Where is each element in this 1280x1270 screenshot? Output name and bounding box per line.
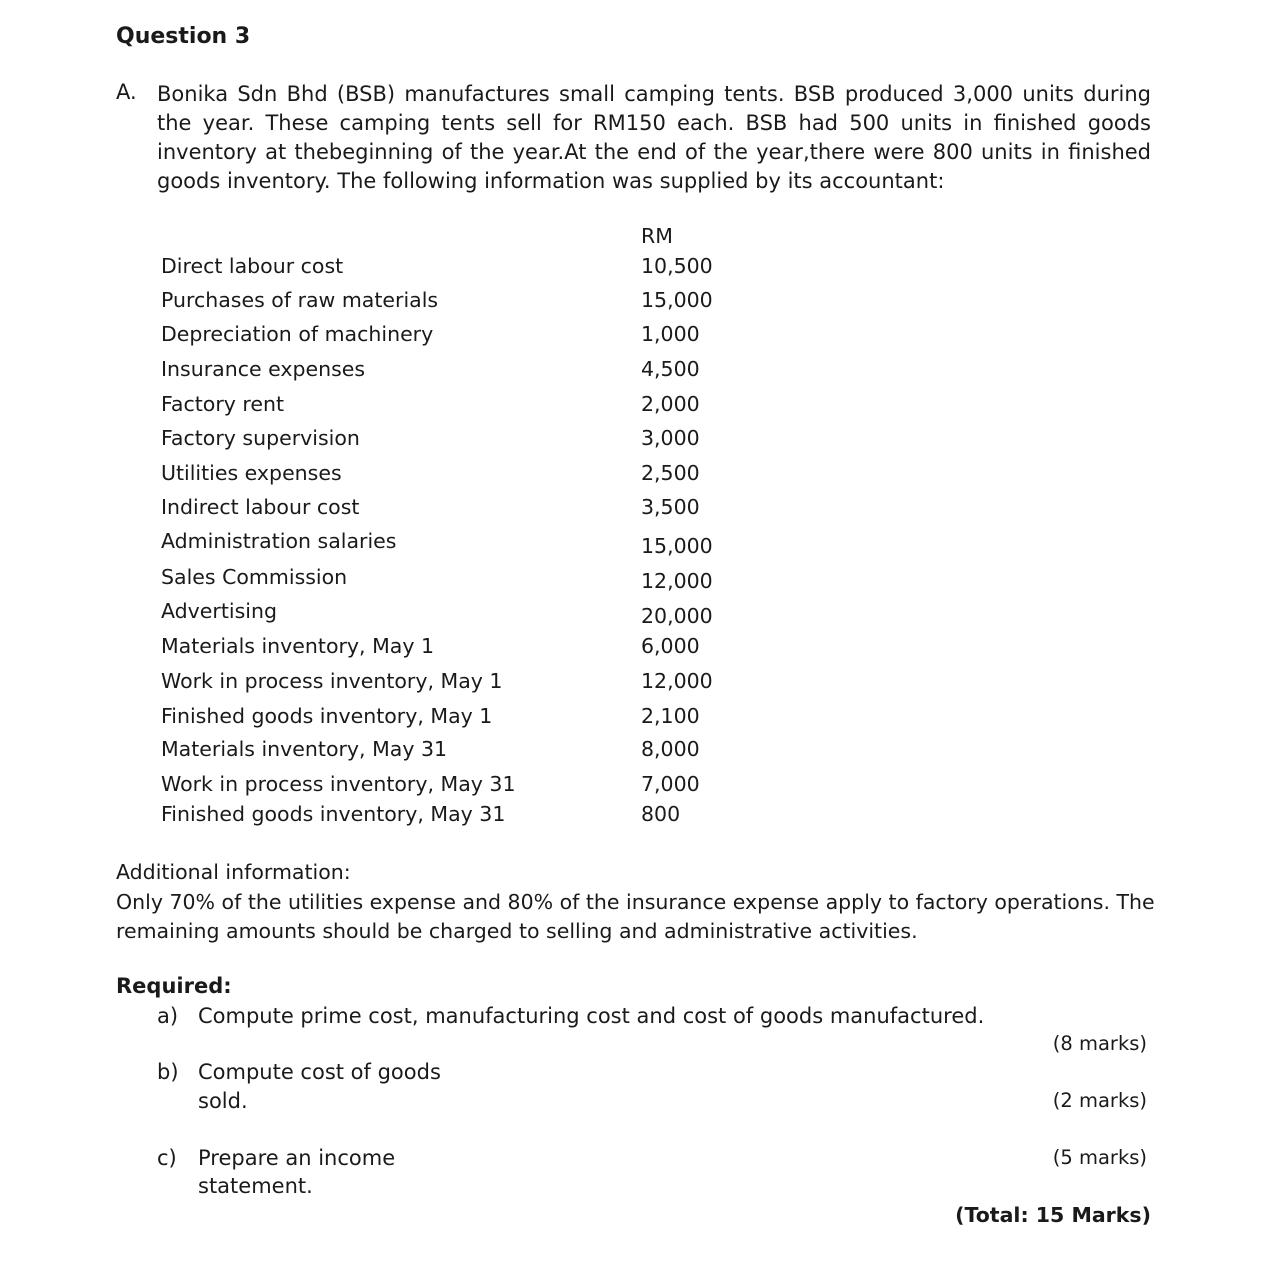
cost-row-value: 12,000: [641, 569, 713, 593]
cost-row-value: 7,000: [641, 772, 700, 796]
currency-header: RM: [641, 224, 673, 248]
cost-row-value: 20,000: [641, 604, 713, 628]
cost-row-value: 15,000: [641, 534, 713, 558]
cost-row-label: Direct labour cost: [161, 254, 344, 278]
cost-row-value: 2,100: [641, 704, 700, 728]
question-intro: [157, 80, 1151, 196]
cost-row-value: 800: [641, 802, 681, 826]
intro-text: Bonika Sdn Bhd (BSB) manufactures small camping tents. BSB produced 3,000 units during the year. These camping tents sell for RM150 each. BSB had 500 units in finished goods inventory at thebeginning of the year.At the end of the year,there were 800 units in finished goods inventory. The following information was supplied by its accountant:: [157, 82, 1151, 193]
cost-row-label: Insurance expenses: [161, 357, 366, 381]
cost-row-value: 4,500: [641, 357, 700, 381]
required-item-a-marks: (8 marks): [1052, 1032, 1147, 1055]
cost-row-label: Utilities expenses: [161, 461, 342, 485]
additional-info-title: Additional information:: [116, 860, 351, 884]
required-item-b-marks: (2 marks): [1052, 1089, 1147, 1112]
cost-row-label: Depreciation of machinery: [161, 322, 434, 346]
required-item-b-letter: b): [157, 1060, 179, 1084]
cost-row-value: 3,500: [641, 495, 700, 519]
cost-row-label: Factory supervision: [161, 426, 360, 450]
required-item-c-text: Prepare an income: [198, 1146, 396, 1170]
cost-row-label: Work in process inventory, May 1: [161, 669, 503, 693]
cost-row-value: 8,000: [641, 737, 700, 761]
cost-row-label: Finished goods inventory, May 1: [161, 704, 493, 728]
cost-row-value: 6,000: [641, 634, 700, 658]
cost-row-label: Indirect labour cost: [161, 495, 360, 519]
cost-row-label: Administration salaries: [161, 529, 397, 553]
cost-row-label: Materials inventory, May 31: [161, 737, 448, 761]
question-title: Question 3: [116, 24, 251, 49]
required-item-b-text-cont: sold.: [198, 1089, 248, 1113]
part-label: A.: [116, 80, 137, 104]
cost-row-label: Sales Commission: [161, 565, 348, 589]
cost-row-value: 2,500: [641, 461, 700, 485]
cost-row-label: Work in process inventory, May 31: [161, 772, 516, 796]
cost-row-value: 1,000: [641, 322, 700, 346]
cost-row-value: 15,000: [641, 288, 713, 312]
cost-row-label: Factory rent: [161, 392, 285, 416]
cost-row-value: 3,000: [641, 426, 700, 450]
cost-row-label: Finished goods inventory, May 31: [161, 802, 506, 826]
cost-row-label: Materials inventory, May 1: [161, 634, 435, 658]
cost-row-value: 12,000: [641, 669, 713, 693]
required-item-c-text-cont: statement.: [198, 1174, 313, 1198]
required-item-a-letter: a): [157, 1004, 179, 1028]
cost-row-value: 2,000: [641, 392, 700, 416]
cost-row-value: 10,500: [641, 254, 713, 278]
additional-info-text: Only 70% of the utilities expense and 80% of the insurance expense apply to factory operations. The remaining amounts should be charged to selling and administrative activities.: [116, 890, 1155, 943]
total-marks: (Total: 15 Marks): [955, 1203, 1151, 1227]
required-title: Required:: [116, 974, 232, 998]
required-item-a-text: Compute prime cost, manufacturing cost and cost of goods manufactured.: [198, 1004, 985, 1028]
cost-row-label: Purchases of raw materials: [161, 288, 439, 312]
required-item-c-letter: c): [157, 1146, 177, 1170]
required-item-b-text: Compute cost of goods: [198, 1060, 441, 1084]
cost-row-label: Advertising: [161, 599, 277, 623]
required-item-c-marks: (5 marks): [1052, 1146, 1147, 1169]
